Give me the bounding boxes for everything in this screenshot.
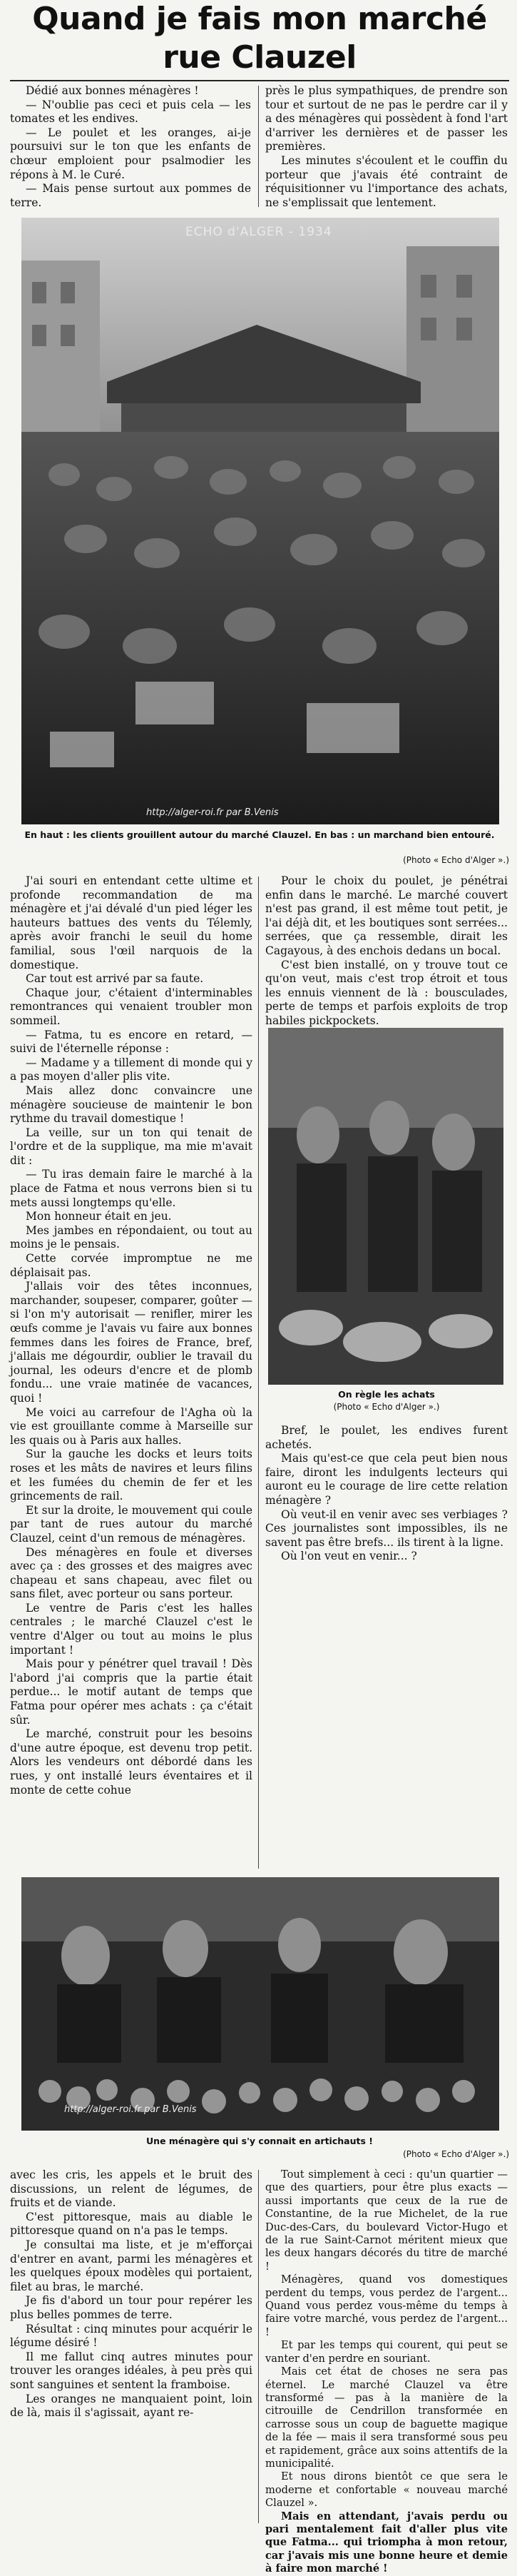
body-paragraph: J'ai souri en entendant cette ultime et profonde recommandation de ma ménagère et j'ai dévalé d'un pied léger les hauteurs battues des vents du Télemly, après avoir franchi le seuil du home familial, sous l'œil narquois de la domestique. (10, 874, 252, 971)
bottom-right-column (265, 2168, 508, 2576)
column-divider (258, 2170, 259, 2523)
intro-right-column (265, 84, 508, 210)
body-paragraph: Car tout est arrivé par sa faute. (26, 972, 204, 986)
intro-paragraph: — Mais pense surtout aux pommes de terre. (10, 182, 251, 209)
body-paragraph: Mais cet état de choses ne sera pas éternel. Le marché Clauzel va être transformé — pas à la manière de la citrouille de Cendrillon transformée en carrosse sous un coup de baguette magique de la fée — mais il sera transformé sous peu et rapidement, grâce aux soins attentifs de la municipalité. (265, 2365, 508, 2470)
title-line-2: rue Clauzel (163, 39, 357, 76)
body-paragraph: Pour le choix du poulet, je pénétrai enfin dans le marché. Le marché couvert n'est pas grand, il est même tout petit, je l'ai déjà dit, et les boutiques sont serrées... serrées, que ça ressemble, dirait les Cagayous, à des enchois dedans un bocal. (265, 874, 508, 957)
body-right-column-continued (265, 1424, 508, 1564)
body-paragraph: Mon honneur était en jeu. (26, 1210, 172, 1223)
body-paragraph: La veille, sur un ton qui tenait de l'ordre et de la supplique, ma mie m'avait dit : (10, 1126, 252, 1167)
body-paragraph: Je consultai ma liste, et je m'efforçai d'entrer en avant, parmi les ménagères et les quelques époux modèles qui portaient, filet au bras, le marché. (10, 2238, 252, 2293)
body-paragraph: Cette corvée impromptue ne me déplaisait pas. (10, 1252, 252, 1279)
intro-paragraph: — Le poulet et les oranges, ai-je poursuivi sur le ton que les enfants de chœur emploient pour psalmodier les répons à M. le Curé. (10, 126, 251, 181)
body-paragraph: Sur la gauche les docks et leurs toits roses et les mâts de navires et leurs filins et les fumées du chemin de fer et les grincements de rail. (10, 1448, 252, 1503)
body-paragraph: Tout simplement à ceci : qu'un quartier — que des quartiers, pour être plus exacts — aussi importants que ceux de la rue de Constantine, de la rue Michelet, de la rue Duc-des-Cars, du boulevard Victor-Hugo et de la rue Saint-Carnot méritent mieux que les deux hangars décorés du titre de marché ! (265, 2168, 508, 2273)
body-left-column (10, 874, 252, 1797)
body-right-column (265, 874, 508, 1029)
body-paragraph: avec les cris, les appels et le bruit des discussions, un relent de légumes, de fruits et de viande. (10, 2168, 252, 2210)
photo-caption: Une ménagère qui s'y connait en artichauts ! (146, 2136, 373, 2146)
body-paragraph: Et nous dirons bientôt ce que sera le moderne et confortable « nouveau marché Clauzel ». (265, 2470, 508, 2510)
body-paragraph: C'est pittoresque, mais au diable le pittoresque quand on n'a pas le temps. (10, 2210, 252, 2238)
intro-left-column (10, 84, 251, 210)
body-paragraph: Et par les temps qui courent, qui peut se vanter d'en perdre en souriant. (265, 2339, 508, 2365)
intro-paragraph: — N'oublie pas ceci et puis cela — les tomates et les endives. (10, 98, 251, 126)
photo-credit: (Photo « Echo d'Alger ».) (403, 855, 509, 865)
body-paragraph: Ménagères, quand vos domestiques perdent du temps, vous perdez de l'argent... Quand vous perdez vous-même du temps à faire votre marché, vous perdez de l'argent... ! (265, 2273, 508, 2338)
body-paragraph: Mais allez donc convaincre une ménagère soucieuse de maintenir le bon rythme du travail domestique ! (10, 1084, 252, 1126)
intro-paragraph: Les minutes s'écoulent et le couffin du porteur que j'avais été contraint de réquisitionner vu l'importance des achats, ne s'emplissait que lentement. (265, 153, 508, 209)
body-paragraph: Le ventre de Paris c'est les halles centrales ; le marché Clauzel c'est le ventre d'Alger ou tout au moins le plus important ! (10, 1601, 252, 1657)
body-paragraph: Où l'on veut en venir... ? (281, 1550, 417, 1563)
article-title (10, 0, 509, 77)
photo-credit: (Photo « Echo d'Alger ».) (333, 1402, 440, 1412)
market-photo-top (21, 218, 499, 824)
title-line-1: Quand je fais mon marché (32, 1, 487, 37)
body-paragraph: Bref, le poulet, les endives furent achetés. (265, 1424, 508, 1451)
photo-watermark: http://alger-roi.fr par B.Venis (64, 2104, 197, 2115)
column-divider (258, 877, 259, 1869)
intro-paragraph: près le plus sympathiques, de prendre son tour et surtout de ne pas le perdre car il y a des ménagères qui possèdent à fond l'art d'arriver les dernières et de passer les premières. (265, 84, 508, 153)
body-paragraph: Des ménagères en foule et diverses avec ça : des grosses et des maigres avec chapeau et sans chapeau, avec filet ou sans filet, avec porteur ou sans porteur. (10, 1545, 252, 1601)
market-photo-artichokes (21, 1877, 499, 2131)
column-divider (258, 86, 259, 207)
body-paragraph: — Madame y a tillement di monde qui y a pas moyen d'aller plis vite. (10, 1056, 252, 1084)
body-paragraph: C'est bien installé, on y trouve tout ce qu'on veut, mais c'est trop étroit et tous les ennuis viennent de là : bousculades, perte de temps et parfois exploits de trop habiles pickpockets. (265, 958, 508, 1027)
photo-watermark: http://alger-roi.fr par B.Venis (146, 807, 279, 818)
bottom-left-column (10, 2168, 252, 2420)
market-photo-payment (268, 1028, 503, 1385)
photo-caption: En haut : les clients grouillent autour du marché Clauzel. En bas : un marchand bien entouré. (24, 829, 495, 840)
body-paragraph: Mais qu'est-ce que cela peut bien nous faire, diront les indulgents lecteurs qui auront eu le courage de lire cette relation ménagère ? (265, 1452, 508, 1507)
body-paragraph: Les oranges ne manquaient point, loin de là, mais il s'agissait, ayant re- (10, 2392, 252, 2420)
body-paragraph: J'allais voir des têtes inconnues, marchander, soupeser, comparer, goûter — si l'on m'y autorisait — renifler, mirer les œufs comme je l'avais vu faire aux bonnes femmes dans les foires de France, bref, j'allais me dégourdir, oublier le travail du journal, les odeurs d'encre et de plomb fondu... une vraie matinée de vacances, quoi ! (10, 1280, 252, 1405)
body-paragraph: Résultat : cinq minutes pour acquérir le légume désiré ! (10, 2322, 252, 2350)
body-paragraph: Chaque jour, c'étaient d'interminables remontrances qui venaient troubler mon sommeil. (10, 986, 252, 1027)
body-paragraph: — Tu iras demain faire le marché à la place de Fatma et nous verrons bien si tu mets aussi longtemps qu'elle. (10, 1168, 252, 1209)
body-paragraph: — Fatma, tu es encore en retard, — suivi de l'éternelle réponse : (10, 1028, 252, 1056)
body-paragraph: Je fis d'abord un tour pour repérer les plus belles pommes de terre. (10, 2294, 252, 2321)
newspaper-page (10, 0, 509, 2575)
body-paragraph: Le marché, construit pour les besoins d'une autre époque, est devenu trop petit. Alors les vendeurs ont débordé dans les rues, y ont installé leurs éventaires et il monte de cette cohue (10, 1727, 252, 1797)
body-paragraph: Mais pour y pénétrer quel travail ! Dès l'abord j'ai compris que la partie était perdue... le motif autant de temps que Fatma pour opérer mes achats : ça c'était sûr. (10, 1657, 252, 1727)
body-paragraph: Et sur la droite, le mouvement qui coule par tant de rues autour du marché Clauzel, ceint d'un remous de ménagères. (10, 1503, 252, 1545)
photo-credit: (Photo « Echo d'Alger ».) (403, 2149, 509, 2159)
photo-overlay-title: ECHO d'ALGER - 1934 (185, 225, 332, 239)
intro-paragraph: Dédié aux bonnes ménagères ! (26, 84, 199, 97)
body-paragraph: Me voici au carrefour de l'Agha où la vie est grouillante comme à Marseille sur les quais ou à Paris aux halles. (10, 1405, 252, 1447)
body-paragraph: Mais en attendant, j'avais perdu ou pari mentalement fait d'aller plus vite que Fatma... qui triompha à mon retour, car j'avais mis une bonne heure et demie à faire mon marché ! (265, 2510, 508, 2575)
title-rule (10, 80, 509, 81)
body-paragraph: Mes jambes en répondaient, ou tout au moins je le pensais. (10, 1223, 252, 1251)
body-paragraph: Où veut-il en venir avec ses verbiages ? Ces journalistes sont impossibles, ils ne savent pas être brefs... ils tirent à la ligne. (265, 1507, 508, 1549)
photo-caption: On règle les achats (338, 1389, 435, 1400)
body-paragraph: Il me fallut cinq autres minutes pour trouver les oranges idéales, à peu près qui sont sanguines et sentent la framboise. (10, 2350, 252, 2391)
